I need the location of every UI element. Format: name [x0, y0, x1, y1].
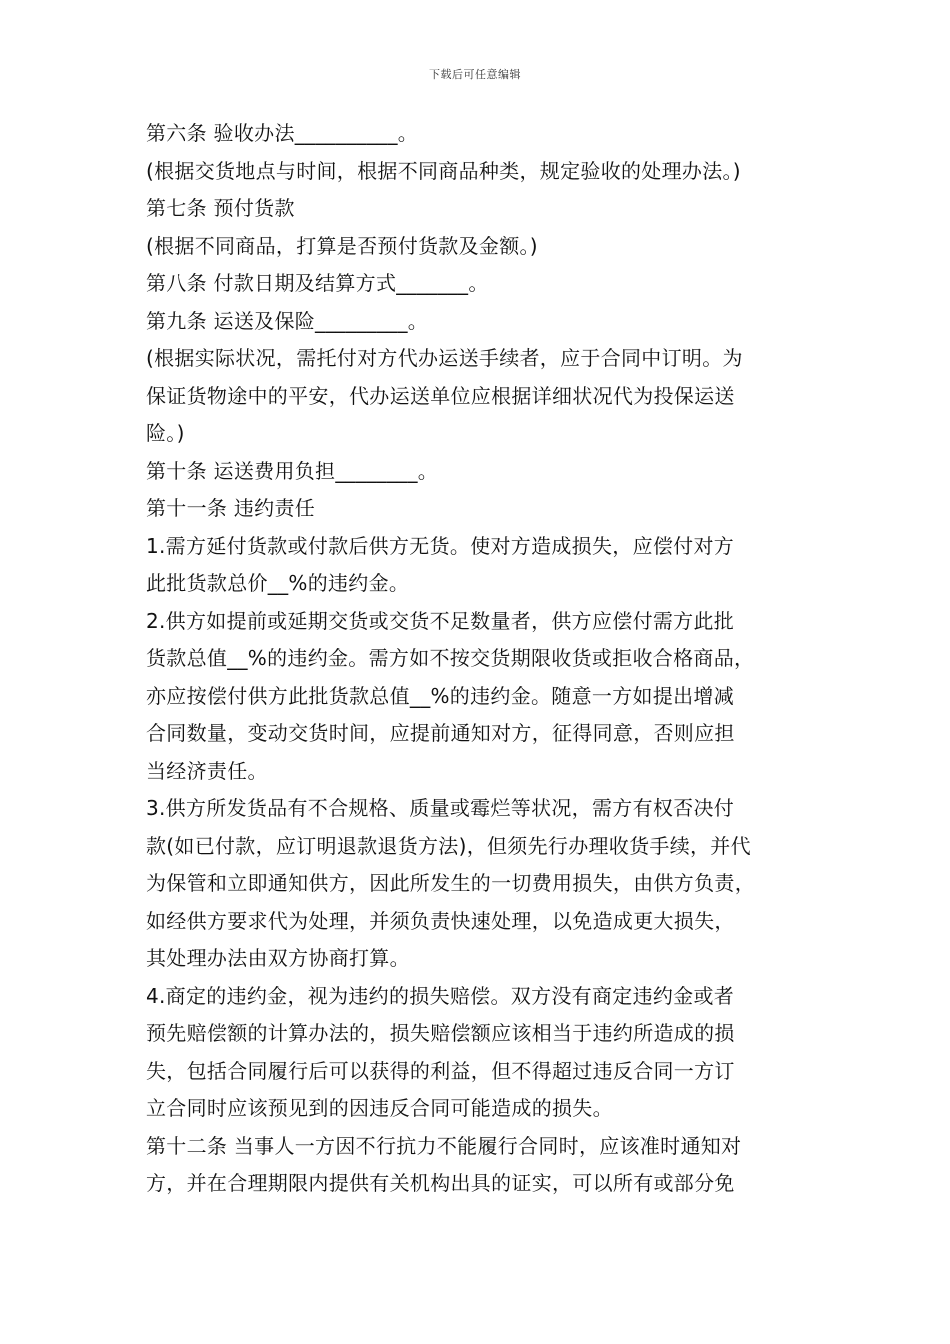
clause-2-line: 亦应按偿付供方此批货款总值__%的违约金。随意一方如提出增减: [146, 683, 735, 708]
clause-3-line: 其处理办法由双方协商打算。: [146, 946, 410, 970]
clause-1-line: 1.需方延付货款或付款后供方无货。使对方造成损失，应偿付对方: [146, 533, 735, 558]
clause-2-line: 货款总值__%的违约金。需方如不按交货期限收货或拒收合格商品，: [146, 646, 755, 670]
document-body: [146, 115, 814, 1203]
article-6-line: 第六条 验收办法__________。: [146, 121, 419, 145]
article-12-line: 方，并在合理期限内提供有关机构出具的证实，可以所有或部分免: [146, 1171, 735, 1195]
article-9-note-line: (根据实际状况，需托付对方代办运送手续者，应于合同中订明。为: [146, 346, 743, 370]
clause-1-line: 此批货款总价__%的违约金。: [146, 571, 410, 595]
clause-3-line: 如经供方要求代为处理，并须负责快速处理，以免造成更大损失，: [146, 908, 735, 933]
clause-4-line: 立合同时应该预见到的因违反合同可能造成的损失。: [146, 1096, 613, 1120]
clause-3-line: 3.供方所发货品有不合规格、质量或霉烂等状况，需方有权否决付: [146, 796, 735, 820]
article-9-note-line: 险。): [146, 421, 185, 445]
clause-4-line: 失，包括合同履行后可以获得的利益，但不得超过违反合同一方订: [146, 1058, 735, 1083]
article-8-line: 第八条 付款日期及结算方式_______。: [146, 271, 489, 295]
clause-3-line: 为保管和立即通知供方，因此所发生的一切费用损失，由供方负责，: [146, 871, 755, 895]
clause-2-line: 合同数量，变动交货时间，应提前通知对方，征得同意，否则应担: [146, 721, 735, 745]
clause-4-line: 4.商定的违约金，视为违约的损失赔偿。双方没有商定违约金或者: [146, 983, 735, 1008]
article-7-note: (根据不同商品，打算是否预付货款及金额。): [146, 233, 538, 258]
article-9-line: 第九条 运送及保险_________。: [146, 308, 429, 333]
clause-2-line: 当经济责任。: [146, 758, 268, 783]
clause-2-line: 2.供方如提前或延期交货或交货不足数量者，供方应偿付需方此批: [146, 608, 735, 633]
article-7-line: 第七条 预付货款: [146, 196, 295, 220]
clause-4-line: 预先赔偿额的计算办法的，损失赔偿额应该相当于违约所造成的损: [146, 1021, 735, 1045]
article-12-line: 第十二条 当事人一方因不行抗力不能履行合同时，应该准时通知对: [146, 1133, 742, 1158]
clause-3-line: 款(如已付款，应订明退款退货方法)，但须先行办理收货手续，并代: [146, 833, 751, 858]
article-10-line: 第十条 运送费用负担________。: [146, 458, 439, 483]
page-header: 下载后可任意编辑: [429, 68, 521, 81]
article-9-note-line: 保证货物途中的平安，代办运送单位应根据详细状况代为投保运送: [146, 383, 735, 408]
article-6-note: (根据交货地点与时间，根据不同商品种类，规定验收的处理办法。): [146, 158, 741, 183]
article-11-heading: 第十一条 违约责任: [146, 496, 316, 520]
